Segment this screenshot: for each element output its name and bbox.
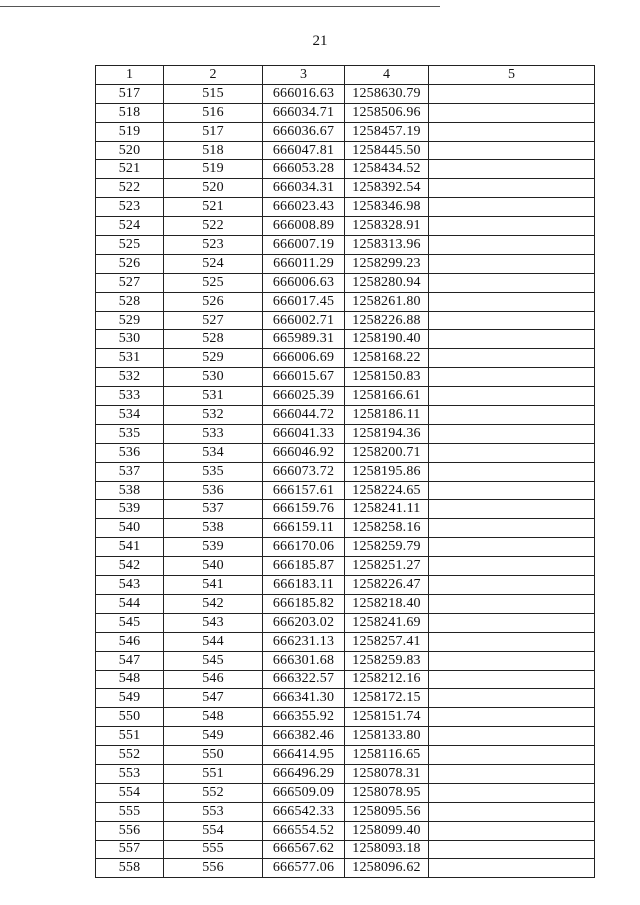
table-cell xyxy=(429,840,595,859)
table-cell: 1258095.56 xyxy=(345,802,429,821)
table-cell: 531 xyxy=(96,349,164,368)
table-cell: 666006.63 xyxy=(263,273,345,292)
table-cell: 1258445.50 xyxy=(345,141,429,160)
table-cell: 1258078.31 xyxy=(345,764,429,783)
table-cell: 521 xyxy=(164,198,263,217)
table-cell: 523 xyxy=(164,236,263,255)
table-cell: 1258392.54 xyxy=(345,179,429,198)
table-cell xyxy=(429,670,595,689)
table-cell: 1258093.18 xyxy=(345,840,429,859)
table-cell: 543 xyxy=(164,613,263,632)
table-cell xyxy=(429,443,595,462)
table-cell xyxy=(429,330,595,349)
table-cell: 552 xyxy=(96,746,164,765)
table-cell: 1258251.27 xyxy=(345,557,429,576)
table-cell: 666554.52 xyxy=(263,821,345,840)
table-cell: 666016.63 xyxy=(263,84,345,103)
table-cell: 518 xyxy=(96,103,164,122)
table-cell: 527 xyxy=(96,273,164,292)
table-cell: 666496.29 xyxy=(263,764,345,783)
table-row xyxy=(96,783,595,802)
table-cell: 666017.45 xyxy=(263,292,345,311)
table-cell: 1258186.11 xyxy=(345,406,429,425)
column-header: 3 xyxy=(263,66,345,85)
table-cell: 535 xyxy=(96,424,164,443)
table-row xyxy=(96,632,595,651)
table-row xyxy=(96,651,595,670)
table-cell: 666007.19 xyxy=(263,236,345,255)
table-row xyxy=(96,689,595,708)
table-cell: 666322.57 xyxy=(263,670,345,689)
table-cell xyxy=(429,821,595,840)
table-cell: 547 xyxy=(164,689,263,708)
table-cell: 1258096.62 xyxy=(345,859,429,878)
table-cell xyxy=(429,160,595,179)
table-cell: 530 xyxy=(164,368,263,387)
table-cell: 666341.30 xyxy=(263,689,345,708)
coordinates-table xyxy=(95,65,595,878)
table-cell: 1258457.19 xyxy=(345,122,429,141)
table-cell: 1258224.65 xyxy=(345,481,429,500)
table-cell: 666157.61 xyxy=(263,481,345,500)
table-cell: 1258241.69 xyxy=(345,613,429,632)
table-cell: 666382.46 xyxy=(263,727,345,746)
table-cell xyxy=(429,368,595,387)
table-row xyxy=(96,594,595,613)
table-cell xyxy=(429,198,595,217)
table-cell: 666006.69 xyxy=(263,349,345,368)
table-cell: 553 xyxy=(164,802,263,821)
table-cell xyxy=(429,576,595,595)
table-cell: 540 xyxy=(164,557,263,576)
table-cell: 532 xyxy=(96,368,164,387)
table-cell: 534 xyxy=(164,443,263,462)
table-cell: 1258434.52 xyxy=(345,160,429,179)
table-cell: 666231.13 xyxy=(263,632,345,651)
table-cell: 1258226.47 xyxy=(345,576,429,595)
table-row xyxy=(96,859,595,878)
table-cell xyxy=(429,424,595,443)
table-cell: 525 xyxy=(96,236,164,255)
table-row xyxy=(96,557,595,576)
table-cell xyxy=(429,613,595,632)
table-cell: 1258151.74 xyxy=(345,708,429,727)
table-cell: 666203.02 xyxy=(263,613,345,632)
table-cell: 1258150.83 xyxy=(345,368,429,387)
table-cell: 518 xyxy=(164,141,263,160)
table-cell: 545 xyxy=(96,613,164,632)
table-cell: 666414.95 xyxy=(263,746,345,765)
table-cell: 550 xyxy=(164,746,263,765)
table-cell xyxy=(429,689,595,708)
table-cell: 548 xyxy=(96,670,164,689)
table-cell: 666185.87 xyxy=(263,557,345,576)
table-cell: 522 xyxy=(96,179,164,198)
table-cell: 526 xyxy=(164,292,263,311)
table-cell: 517 xyxy=(164,122,263,141)
table-cell: 666185.82 xyxy=(263,594,345,613)
table-cell: 1258078.95 xyxy=(345,783,429,802)
table-cell: 666008.89 xyxy=(263,217,345,236)
table-cell: 542 xyxy=(96,557,164,576)
table-cell xyxy=(429,292,595,311)
table-cell: 522 xyxy=(164,217,263,236)
table-cell: 535 xyxy=(164,462,263,481)
table-cell xyxy=(429,802,595,821)
table-cell: 542 xyxy=(164,594,263,613)
table-row xyxy=(96,840,595,859)
table-cell xyxy=(429,764,595,783)
table-cell: 550 xyxy=(96,708,164,727)
table-cell: 537 xyxy=(96,462,164,481)
table-cell: 529 xyxy=(164,349,263,368)
table-cell: 666034.31 xyxy=(263,179,345,198)
table-cell: 520 xyxy=(96,141,164,160)
table-cell: 555 xyxy=(96,802,164,821)
table-cell: 1258630.79 xyxy=(345,84,429,103)
table-cell xyxy=(429,273,595,292)
table-cell: 666002.71 xyxy=(263,311,345,330)
table-cell: 666073.72 xyxy=(263,462,345,481)
table-row xyxy=(96,500,595,519)
table-cell: 533 xyxy=(96,387,164,406)
table-cell: 528 xyxy=(96,292,164,311)
table-cell: 516 xyxy=(164,103,263,122)
table-row xyxy=(96,821,595,840)
table-cell: 666011.29 xyxy=(263,254,345,273)
table-cell xyxy=(429,651,595,670)
table-row xyxy=(96,746,595,765)
table-cell xyxy=(429,387,595,406)
table-row xyxy=(96,236,595,255)
table-row xyxy=(96,84,595,103)
table-cell: 519 xyxy=(96,122,164,141)
table-cell: 1258258.16 xyxy=(345,519,429,538)
table-cell xyxy=(429,783,595,802)
table-cell: 666053.28 xyxy=(263,160,345,179)
table-cell xyxy=(429,462,595,481)
table-cell xyxy=(429,859,595,878)
table-cell: 556 xyxy=(96,821,164,840)
table-cell xyxy=(429,122,595,141)
table-cell xyxy=(429,84,595,103)
table-cell: 541 xyxy=(96,538,164,557)
table-row xyxy=(96,708,595,727)
table-cell xyxy=(429,727,595,746)
table-cell: 552 xyxy=(164,783,263,802)
table-cell: 534 xyxy=(96,406,164,425)
table-row xyxy=(96,406,595,425)
table-cell: 546 xyxy=(164,670,263,689)
table-cell: 1258166.61 xyxy=(345,387,429,406)
table-cell: 541 xyxy=(164,576,263,595)
table-row xyxy=(96,764,595,783)
table-cell xyxy=(429,236,595,255)
table-row xyxy=(96,519,595,538)
table-cell xyxy=(429,481,595,500)
table-cell: 666170.06 xyxy=(263,538,345,557)
table-cell: 1258313.96 xyxy=(345,236,429,255)
table-cell xyxy=(429,141,595,160)
table-row xyxy=(96,217,595,236)
column-header: 4 xyxy=(345,66,429,85)
table-cell: 666047.81 xyxy=(263,141,345,160)
table-cell: 528 xyxy=(164,330,263,349)
table-cell: 555 xyxy=(164,840,263,859)
table-cell: 523 xyxy=(96,198,164,217)
table-cell: 1258195.86 xyxy=(345,462,429,481)
table-cell: 540 xyxy=(96,519,164,538)
table-cell: 529 xyxy=(96,311,164,330)
table-cell: 536 xyxy=(96,443,164,462)
table-cell xyxy=(429,708,595,727)
table-cell: 666025.39 xyxy=(263,387,345,406)
table-cell: 546 xyxy=(96,632,164,651)
table-cell: 526 xyxy=(96,254,164,273)
table-cell: 1258259.79 xyxy=(345,538,429,557)
table-cell: 1258280.94 xyxy=(345,273,429,292)
table-cell: 1258190.40 xyxy=(345,330,429,349)
table-cell: 666159.11 xyxy=(263,519,345,538)
table-row xyxy=(96,179,595,198)
table-cell: 554 xyxy=(96,783,164,802)
table-cell: 539 xyxy=(164,538,263,557)
table-row xyxy=(96,330,595,349)
table-row xyxy=(96,311,595,330)
table-row xyxy=(96,122,595,141)
table-row xyxy=(96,368,595,387)
column-header: 1 xyxy=(96,66,164,85)
table-cell: 536 xyxy=(164,481,263,500)
table-row xyxy=(96,198,595,217)
table-cell: 1258200.71 xyxy=(345,443,429,462)
table-row xyxy=(96,387,595,406)
table-cell: 1258218.40 xyxy=(345,594,429,613)
table-cell xyxy=(429,254,595,273)
table-cell: 1258226.88 xyxy=(345,311,429,330)
table-cell: 666542.33 xyxy=(263,802,345,821)
table-cell: 545 xyxy=(164,651,263,670)
table-cell xyxy=(429,103,595,122)
table-cell: 666509.09 xyxy=(263,783,345,802)
table-cell: 1258116.65 xyxy=(345,746,429,765)
table-row xyxy=(96,273,595,292)
page-number: 21 xyxy=(312,33,328,49)
table-cell: 551 xyxy=(96,727,164,746)
table-row xyxy=(96,727,595,746)
table-cell: 544 xyxy=(164,632,263,651)
table-cell: 666567.62 xyxy=(263,840,345,859)
table-cell xyxy=(429,311,595,330)
table-cell: 547 xyxy=(96,651,164,670)
table-cell xyxy=(429,594,595,613)
table-row xyxy=(96,538,595,557)
table-cell: 1258328.91 xyxy=(345,217,429,236)
table-cell: 1258099.40 xyxy=(345,821,429,840)
table-cell: 666034.71 xyxy=(263,103,345,122)
table-cell: 1258261.80 xyxy=(345,292,429,311)
table-cell xyxy=(429,500,595,519)
table-cell: 549 xyxy=(96,689,164,708)
table-cell: 538 xyxy=(164,519,263,538)
table-cell: 551 xyxy=(164,764,263,783)
table-cell: 538 xyxy=(96,481,164,500)
table-cell: 515 xyxy=(164,84,263,103)
table-cell: 666036.67 xyxy=(263,122,345,141)
table-row xyxy=(96,424,595,443)
table-cell xyxy=(429,557,595,576)
table-row xyxy=(96,576,595,595)
table-cell: 525 xyxy=(164,273,263,292)
table-cell xyxy=(429,632,595,651)
table-cell xyxy=(429,179,595,198)
table-cell xyxy=(429,519,595,538)
column-header: 5 xyxy=(429,66,595,85)
table-cell xyxy=(429,406,595,425)
table-header-row xyxy=(96,66,595,85)
table-row xyxy=(96,349,595,368)
table-cell: 537 xyxy=(164,500,263,519)
table-cell: 527 xyxy=(164,311,263,330)
table-cell: 666355.92 xyxy=(263,708,345,727)
table-cell: 532 xyxy=(164,406,263,425)
table-cell: 666183.11 xyxy=(263,576,345,595)
table-cell: 558 xyxy=(96,859,164,878)
table-cell: 557 xyxy=(96,840,164,859)
table-cell: 666041.33 xyxy=(263,424,345,443)
table-cell: 1258259.83 xyxy=(345,651,429,670)
table-row xyxy=(96,613,595,632)
table-row xyxy=(96,292,595,311)
table-cell: 548 xyxy=(164,708,263,727)
table-cell: 530 xyxy=(96,330,164,349)
table-cell: 554 xyxy=(164,821,263,840)
table-cell: 544 xyxy=(96,594,164,613)
table-cell: 1258194.36 xyxy=(345,424,429,443)
table-row xyxy=(96,103,595,122)
table-row xyxy=(96,160,595,179)
table-row xyxy=(96,254,595,273)
table-cell: 1258257.41 xyxy=(345,632,429,651)
table-row xyxy=(96,802,595,821)
table-cell: 1258506.96 xyxy=(345,103,429,122)
table-cell: 1258346.98 xyxy=(345,198,429,217)
table-cell: 666044.72 xyxy=(263,406,345,425)
table-row xyxy=(96,462,595,481)
table-cell: 1258299.23 xyxy=(345,254,429,273)
table-cell: 521 xyxy=(96,160,164,179)
table-cell: 1258168.22 xyxy=(345,349,429,368)
table-cell xyxy=(429,746,595,765)
table-cell: 531 xyxy=(164,387,263,406)
table-cell: 1258172.15 xyxy=(345,689,429,708)
table-cell: 549 xyxy=(164,727,263,746)
top-rule xyxy=(0,6,440,7)
table-cell: 666301.68 xyxy=(263,651,345,670)
table-cell: 666577.06 xyxy=(263,859,345,878)
table-cell: 520 xyxy=(164,179,263,198)
table-cell: 665989.31 xyxy=(263,330,345,349)
table-cell: 519 xyxy=(164,160,263,179)
table-cell: 1258241.11 xyxy=(345,500,429,519)
column-header: 2 xyxy=(164,66,263,85)
table-cell: 666159.76 xyxy=(263,500,345,519)
table-cell: 556 xyxy=(164,859,263,878)
table-cell: 1258133.80 xyxy=(345,727,429,746)
table-cell xyxy=(429,349,595,368)
table-cell: 533 xyxy=(164,424,263,443)
table-cell: 524 xyxy=(96,217,164,236)
table-cell: 666046.92 xyxy=(263,443,345,462)
table-cell: 517 xyxy=(96,84,164,103)
table-cell: 666023.43 xyxy=(263,198,345,217)
table-cell: 666015.67 xyxy=(263,368,345,387)
table-row xyxy=(96,141,595,160)
table-row xyxy=(96,481,595,500)
table-row xyxy=(96,443,595,462)
table-cell: 524 xyxy=(164,254,263,273)
table-cell xyxy=(429,217,595,236)
table-cell: 543 xyxy=(96,576,164,595)
table-cell xyxy=(429,538,595,557)
table-cell: 1258212.16 xyxy=(345,670,429,689)
table-cell: 553 xyxy=(96,764,164,783)
table-cell: 539 xyxy=(96,500,164,519)
table-row xyxy=(96,670,595,689)
